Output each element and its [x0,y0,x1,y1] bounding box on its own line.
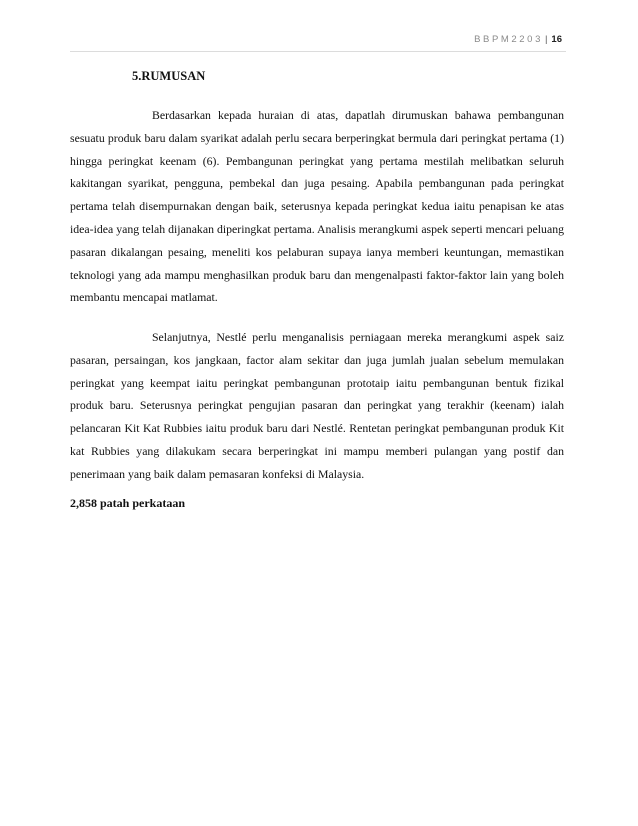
word-count: 2,858 patah perkataan [70,496,186,510]
section-heading: 5.RUMUSAN [132,69,206,83]
paragraph-1-block [70,104,564,309]
paragraph-2: Selanjutnya, Nestlé perlu menganalisis perniagaan mereka merangkumi aspek saiz pasaran, persaingan, kos jangkaan, factor alam sekitar dan juga jumlah jualan sebelum memulakan peringkat yang keempat iaitu peringkat pembangunan prototaip iaitu pembangunan bentuk fizikal produk baru. Seterusnya peringkat pengujian pasaran dan peringkat yang terakhir (keenam) ialah pelancaran Kit Kat Rubbies iaitu produk baru dari Nestlé. Rentetan peringkat pembangunan produk Kit kat Rubbies yang dilakukam secara berperingkat ini mampu memberi pulangan yang postif dan penerimaan yang baik dalam pemasaran konfeksi di Malaysia. [70,330,564,481]
page-number: 16 [551,34,562,45]
page-header [474,34,562,45]
header-separator: | [544,34,548,45]
course-code: BBPM2203 [474,34,543,45]
paragraph-2-block [70,326,564,486]
paragraph-1: Berdasarkan kepada huraian di atas, dapatlah dirumuskan bahawa pembangunan sesuatu produk baru dalam syarikat adalah perlu secara berperingkat bermula dari peringkat pertama (1) hingga peringkat keenam (6). Pembangunan peringkat yang pertama mestilah melibatkan seluruh kakitangan syarikat, pengguna, pembekal dan juga pesaing. Apabila pembangunan pada peringkat pertama telah disempurnakan dengan baik, seterusnya kepada peringkat kedua iaitu penapisan ke atas idea-idea yang telah dijanakan diperingkat pertama. Analisis merangkumi aspek seperti mencari peluang pasaran dikalangan pesaing, meneliti kos pelaburan supaya ianya memberi keuntungan, memastikan teknologi yang ada mampu menghasilkan produk baru dan mengenalpasti faktor-faktor lain yang boleh membantu mencapai matlamat. [70,108,564,305]
header-rule [70,51,566,52]
